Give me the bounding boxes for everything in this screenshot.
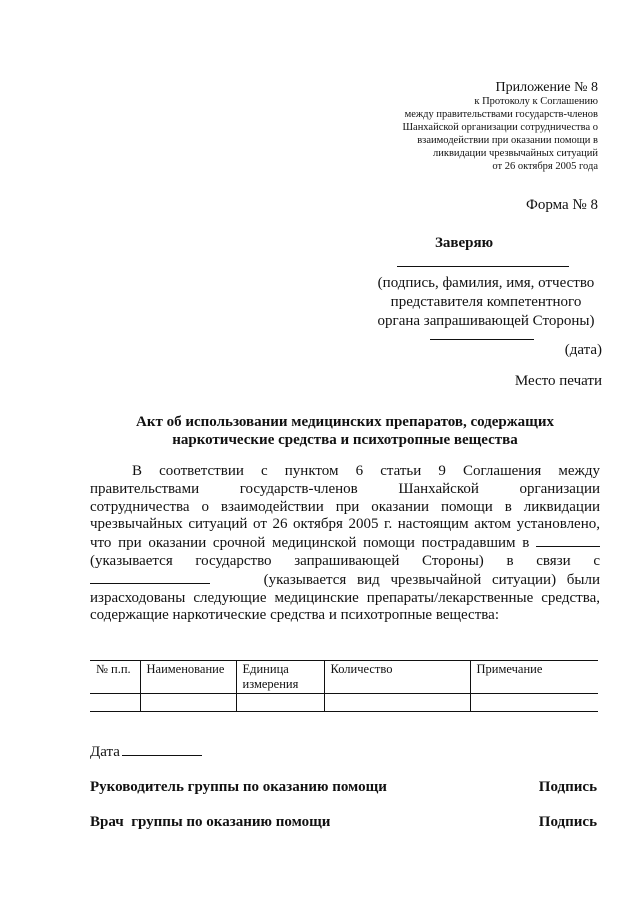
caption-line: органа запрашивающей Стороны) <box>377 313 595 329</box>
stamp-place: Место печати <box>514 373 602 389</box>
col-unit-header: Единица измерения <box>236 661 324 694</box>
caption-line: представителя компетентного <box>390 294 582 310</box>
date-caption: (дата) <box>564 342 602 358</box>
annex-line: взаимодействии при оказании помощи в <box>417 135 598 146</box>
footer-date <box>90 743 202 761</box>
body-text: (указывается вид чрезвычайной ситуации) были <box>263 571 601 588</box>
leader-signature-row <box>90 779 597 796</box>
annex-line: между правительствами государств-членов <box>404 109 598 120</box>
act-title <box>90 413 600 449</box>
body-text: что при оказании срочной медицинской помощи пострадавшим в <box>90 535 530 552</box>
act-body <box>90 463 600 625</box>
doctor-signature-row <box>90 814 597 831</box>
col-number-header: № п.п. <box>90 661 140 694</box>
doctor-signature: Подпись <box>538 814 597 830</box>
approval-heading: Заверяю <box>435 235 494 251</box>
date-line <box>430 339 534 340</box>
annex-line: Шанхайской организации сотрудничества о <box>402 122 598 133</box>
col-quantity-header: Количество <box>324 661 470 694</box>
doctor-label: Врач группы по оказанию помощи <box>90 814 331 830</box>
table-header-row <box>90 661 598 694</box>
body-line: (указывается государство запрашивающей Стороны) в связи с <box>90 552 600 569</box>
table-cell[interactable] <box>470 694 598 712</box>
annex-line: к Протоколу к Соглашению <box>474 96 598 107</box>
body-line: чрезвычайных ситуаций от 26 октября 2005 г. настоящим актом установлено, <box>90 516 600 533</box>
caption-line: (подпись, фамилия, имя, отчество <box>377 275 595 291</box>
table-row <box>90 694 598 712</box>
signature-caption <box>366 274 606 331</box>
table-cell[interactable] <box>90 694 140 712</box>
body-line-with-blank <box>90 571 600 590</box>
body-line: правительствами государств-членов Шанхайской организации <box>90 480 600 497</box>
table-cell[interactable] <box>140 694 236 712</box>
leader-label: Руководитель группы по оказанию помощи <box>90 779 387 795</box>
act-title-line: наркотические средства и психотропные вещества <box>172 432 518 448</box>
footer-date-label: Дата <box>90 744 120 760</box>
body-line: израсходованы следующие медицинские препараты/лекарственные средства, <box>90 589 600 606</box>
emergency-blank <box>90 571 210 584</box>
annex-reference <box>338 95 598 173</box>
country-blank <box>536 534 600 547</box>
leader-signature: Подпись <box>538 779 597 795</box>
body-line: сотрудничества о взаимодействии при оказании помощи в ликвидации <box>90 498 600 515</box>
body-line-with-blank <box>90 534 600 553</box>
footer-date-blank <box>122 743 202 756</box>
col-name-header: Наименование <box>140 661 236 694</box>
medications-table <box>90 660 598 712</box>
annex-line: ликвидации чрезвычайных ситуаций <box>433 148 598 159</box>
signature-line <box>397 266 569 267</box>
form-number: Форма № 8 <box>526 197 598 213</box>
body-line: содержащие наркотические средства и психотропные вещества: <box>90 607 499 624</box>
annex-line: от 26 октября 2005 года <box>492 161 598 172</box>
act-title-line: Акт об использовании медицинских препаратов, содержащих <box>136 414 554 430</box>
table-cell[interactable] <box>324 694 470 712</box>
table-cell[interactable] <box>236 694 324 712</box>
annex-title: Приложение № 8 <box>495 80 598 95</box>
body-line: В соответствии с пунктом 6 статьи 9 Соглашения между <box>132 463 600 479</box>
col-note-header: Примечание <box>470 661 598 694</box>
